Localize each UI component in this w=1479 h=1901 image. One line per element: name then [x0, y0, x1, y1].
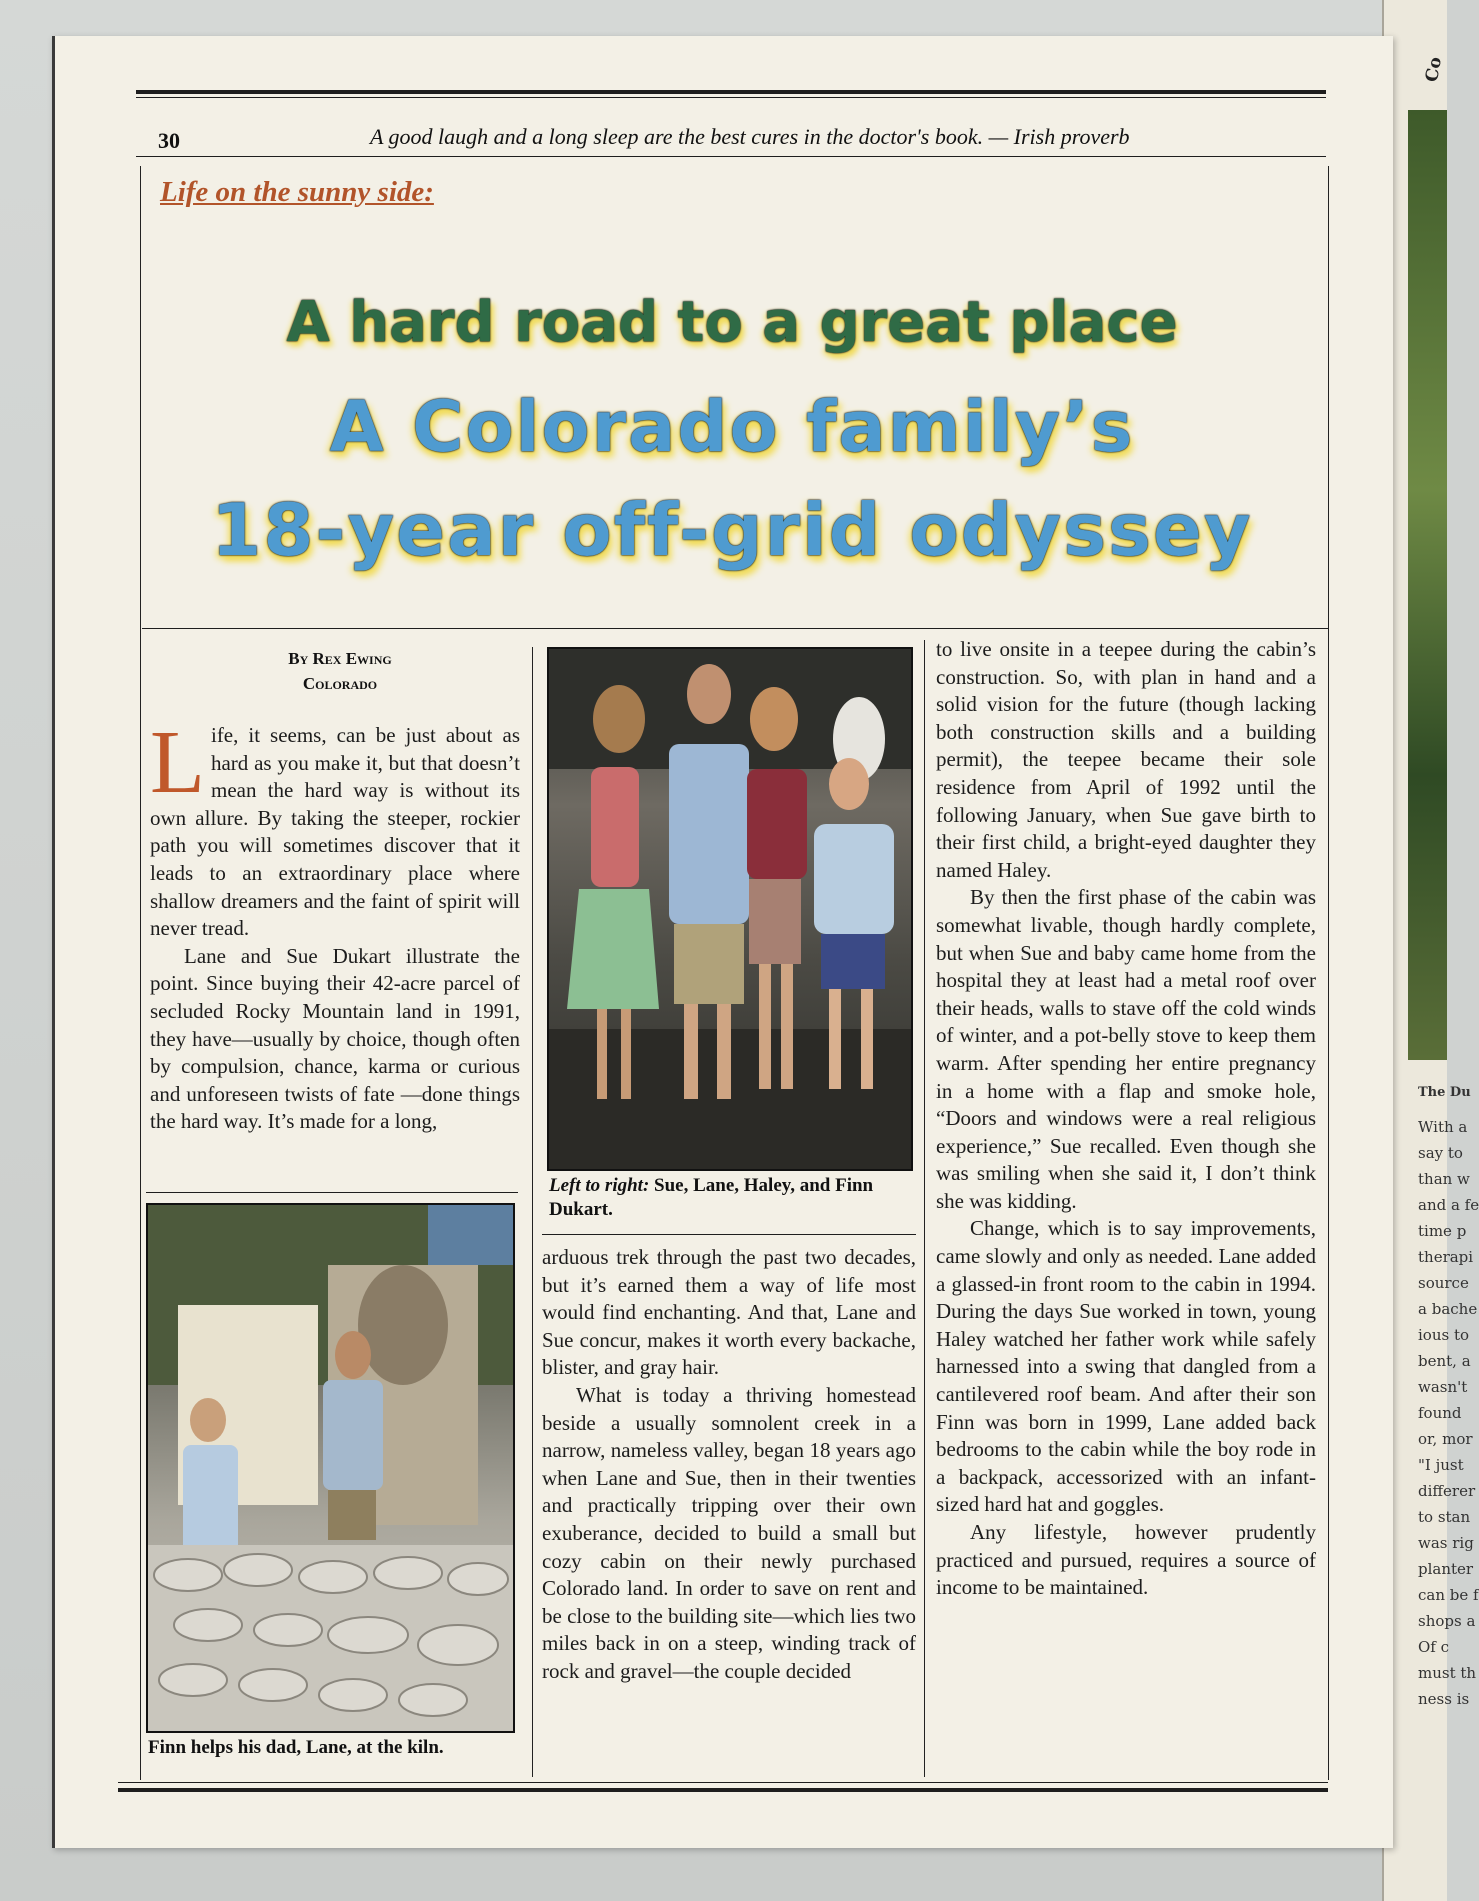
family-photo-caption	[549, 1174, 909, 1222]
headline-line3: 18-year off-grid odyssey	[211, 488, 1253, 572]
caption-rule	[542, 1234, 916, 1235]
next-page-line: shops a	[1418, 1612, 1476, 1630]
header-quote: A good laugh and a long sleep are the best cures in the doctor's book. — Irish proverb	[370, 124, 1130, 149]
next-page-line: to stan	[1418, 1508, 1471, 1526]
caption-text: Sue, Lane, Haley, and Finn Dukart.	[549, 1175, 874, 1220]
article-paragraph: Lane and Sue Dukart illustrate the point. Since buying their 42-acre parcel of secluded Rocky Mountain land in 1991, they have—usually by choice, though often by compulsion, chance, karma or curious and unforeseen twists of fate —done things the hard way. It’s made for a long,	[150, 943, 520, 1134]
next-page-lines	[1418, 1114, 1479, 1712]
column-1-rule	[146, 1192, 518, 1193]
kiln-photo-art	[148, 1205, 513, 1731]
next-page-line: ness is	[1418, 1690, 1470, 1708]
article-paragraph: Change, which is to say improvements, came slowly and only as needed. Lane added a glassed-in front room to the cabin in 1994. During the days Sue worked in town, young Haley watched her father work while safely harnessed into a swing that dangled from a cantilevered roof beam. And after their son Finn was born in 1999, Lane added back bedrooms to the cabin while the boy rode in a backpack, accessorized with an infant-sized hard hat and goggles.	[936, 1216, 1316, 1517]
header-rule-bottom	[136, 156, 1326, 157]
next-page-logo: Co	[1422, 55, 1447, 84]
byline	[150, 646, 530, 696]
next-page-line: wasn't	[1418, 1378, 1468, 1396]
headline-line2: A Colorado family’s	[329, 386, 1135, 468]
next-page-text	[1418, 1080, 1479, 1712]
family-photo-art	[549, 649, 911, 1169]
footer-rule-thin	[118, 1782, 1328, 1783]
kiln-photo-caption: Finn helps his dad, Lane, at the kiln.	[148, 1737, 444, 1758]
kiln-photo	[146, 1203, 515, 1733]
article-paragraph: to live onsite in a teepee during the cabin’s construction. So, with plan in hand and a solid vision for the future (though lacking both construction skills and a building permit), the teepee became their sole residence from April of 1992 until the following January, when Sue gave birth to their first child, a bright-eyed daughter they named Haley.	[936, 637, 1316, 882]
article-paragraph: What is today a thriving homestead beside a usually somnolent creek in a narrow, nameless valley, began 18 years ago when Lane and Sue, then in their twenties and practically tripping over their own exuberance, decided to build a small but cozy cabin on their newly purchased Colorado land. In order to save on rent and be close to the building site—which lies two miles back in on a steep, winding track of rock and gravel—the couple decided	[542, 1382, 916, 1683]
byline-location: Colorado	[302, 674, 378, 693]
next-page-line: ious to	[1418, 1326, 1470, 1344]
next-page-line: was rig	[1418, 1534, 1474, 1552]
dropcap: L	[150, 713, 205, 812]
next-page-line: With a	[1418, 1118, 1468, 1136]
article-paragraph: By then the first phase of the cabin was somewhat livable, though hardly complete, but when Sue and baby came home from the hospital they at least had a metal roof over their heads, walls to stave off the cold winds of winter, and a pot-belly stove to keep them warm. After spending her entire pregnancy in a home with a flap and smoke hole, “Doors and windows were a real religious experience,” Sue recalled. Even though she was smiling when she said it, I don’t think she was kidding.	[936, 885, 1316, 1213]
next-page-line: say to	[1418, 1144, 1463, 1162]
headline-rule	[142, 628, 1328, 629]
next-page-photo	[1408, 110, 1447, 1060]
next-page-line: differer	[1418, 1482, 1476, 1500]
next-page-line: and a fe	[1418, 1196, 1479, 1214]
caption-lead: Left to right:	[549, 1175, 650, 1196]
column-divider-2	[924, 640, 925, 1777]
next-page-line: planter	[1418, 1560, 1474, 1578]
column-divider-1	[532, 647, 533, 1777]
article-paragraph: Any lifestyle, however prudently practiced and pursued, requires a source of income to be maintained.	[936, 1520, 1316, 1600]
article-paragraph: ife, it seems, can be just about as hard as you make it, but that doesn’t mean the hard way is without its own allure. By taking the steeper, rockier path you will sometimes discover that it leads to an extraordinary place where shallow dreamers and the faint of spirit will never tread.	[150, 723, 520, 941]
header-rule-top-thin	[136, 97, 1326, 98]
next-page-line: Of c	[1418, 1638, 1450, 1656]
kicker: Life on the sunny side:	[160, 176, 434, 208]
family-photo	[547, 647, 913, 1171]
next-page-line: a bache	[1418, 1300, 1478, 1318]
article-column-3	[936, 636, 1316, 1602]
byline-author: By Rex Ewing	[288, 649, 392, 668]
header-rule-top	[136, 90, 1326, 94]
headline-line1: A hard road to a great place	[286, 290, 1178, 355]
page-number: 30	[158, 128, 180, 153]
next-page-caption: The Du	[1418, 1085, 1471, 1100]
next-page-line: bent, a	[1418, 1352, 1471, 1370]
next-page-line: can be f	[1418, 1586, 1479, 1604]
article-column-2	[542, 1244, 916, 1686]
next-page-line: than w	[1418, 1170, 1470, 1188]
article-column-1	[150, 713, 520, 1136]
next-page-line: or, mor	[1418, 1430, 1473, 1448]
article-paragraph: arduous trek through the past two decades, but it’s earned them a way of life most would find enchanting. And that, Lane and Sue concur, makes it worth every backache, blister, and gray hair.	[542, 1245, 916, 1380]
next-page-line: "I just	[1418, 1456, 1464, 1474]
next-page-line: must th	[1418, 1664, 1477, 1682]
next-page-line: source	[1418, 1274, 1469, 1292]
next-page-line: found	[1418, 1404, 1462, 1422]
frame-right	[1328, 166, 1329, 1780]
next-page-line: therapi	[1418, 1248, 1474, 1266]
footer-rule-thick	[118, 1788, 1328, 1792]
next-page-line: time p	[1418, 1222, 1467, 1240]
